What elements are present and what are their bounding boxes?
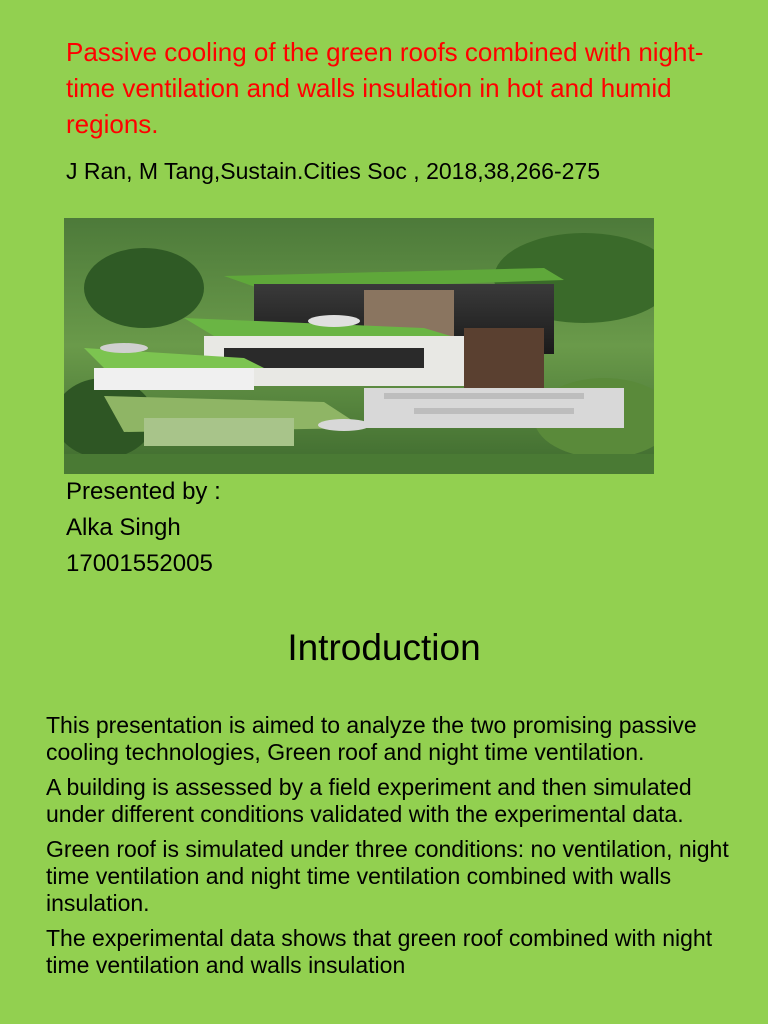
intro-paragraph: A building is assessed by a field experiment and then simulated under different conditions validated with the experimental data.: [46, 774, 692, 827]
section-heading: Introduction: [287, 627, 481, 668]
presenter-block: [66, 474, 221, 582]
presenter-label: Presented by :: [66, 478, 221, 505]
intro-paragraph: This presentation is aimed to analyze the two promising passive cooling technologies, Green roof and night time ventilation.: [46, 712, 697, 765]
intro-paragraph: The experimental data shows that green roof combined with night time ventilation and walls insulation: [46, 925, 713, 978]
intro-paragraph: Green roof is simulated under three conditions: no ventilation, night time ventilation and night time ventilation combined with walls insulation.: [46, 836, 729, 916]
citation: J Ran, M Tang,Sustain.Cities Soc , 2018,38,266-275: [66, 158, 601, 184]
introduction-body: [46, 712, 746, 987]
green-roof-house-photo: [64, 218, 654, 474]
presenter-name: Alka Singh: [66, 514, 181, 541]
presenter-id: 17001552005: [66, 550, 213, 577]
paper-title: Passive cooling of the green roofs combined with night-time ventilation and walls insulation in hot and humid regions.: [66, 37, 704, 139]
